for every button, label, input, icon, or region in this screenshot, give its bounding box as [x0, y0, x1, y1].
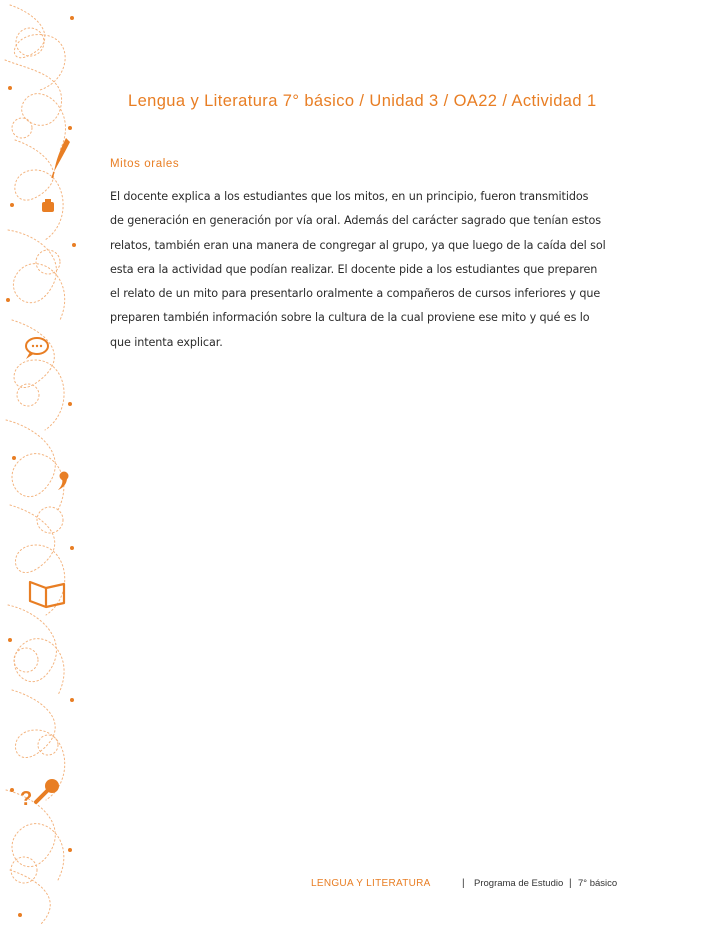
page-footer	[0, 878, 720, 894]
footer-grade: 7° básico	[578, 878, 618, 889]
paragraph-line: el relato de un mito para presentarlo oralmente a compañeros de cursos inferiores y que	[110, 287, 601, 301]
footer-separator: |	[462, 878, 465, 889]
comma-icon	[58, 472, 69, 491]
footer-program: Programa de Estudio	[474, 878, 564, 889]
page-title: Lengua y Literatura 7° básico / Unidad 3 / OA22 / Actividad 1	[128, 92, 597, 110]
svg-text:?: ?	[20, 788, 33, 810]
footer-separator: |	[569, 878, 572, 889]
paragraph-line: El docente explica a los estudiantes que los mitos, en un principio, fueron transmitidos	[110, 190, 589, 203]
speech-bubble-icon	[26, 338, 48, 359]
decorative-swirl-border	[0, 0, 84, 932]
paragraph-line: de generación en generación por vía oral. Además del carácter sagrado que tenían estos	[110, 214, 601, 228]
paragraph-line: que intenta explicar.	[110, 335, 223, 349]
footer-subject: LENGUA Y LITERATURA	[311, 878, 431, 889]
open-book-icon	[30, 582, 64, 607]
paragraph-line: preparen también información sobre la cultura de la cual proviene ese mito y qué es lo	[110, 311, 590, 325]
paragraph-line: esta era la actividad que podían realizar. El docente pide a los estudiantes que preparen	[110, 262, 598, 276]
section-heading: Mitos orales	[110, 158, 180, 170]
activity-paragraph	[110, 185, 606, 355]
quill-icon	[52, 138, 70, 178]
question-microphone-icon	[20, 779, 59, 810]
inkwell-icon	[42, 199, 54, 212]
paragraph-line: relatos, también eran una manera de congregar al grupo, ya que luego de la caída del sol	[110, 238, 606, 252]
